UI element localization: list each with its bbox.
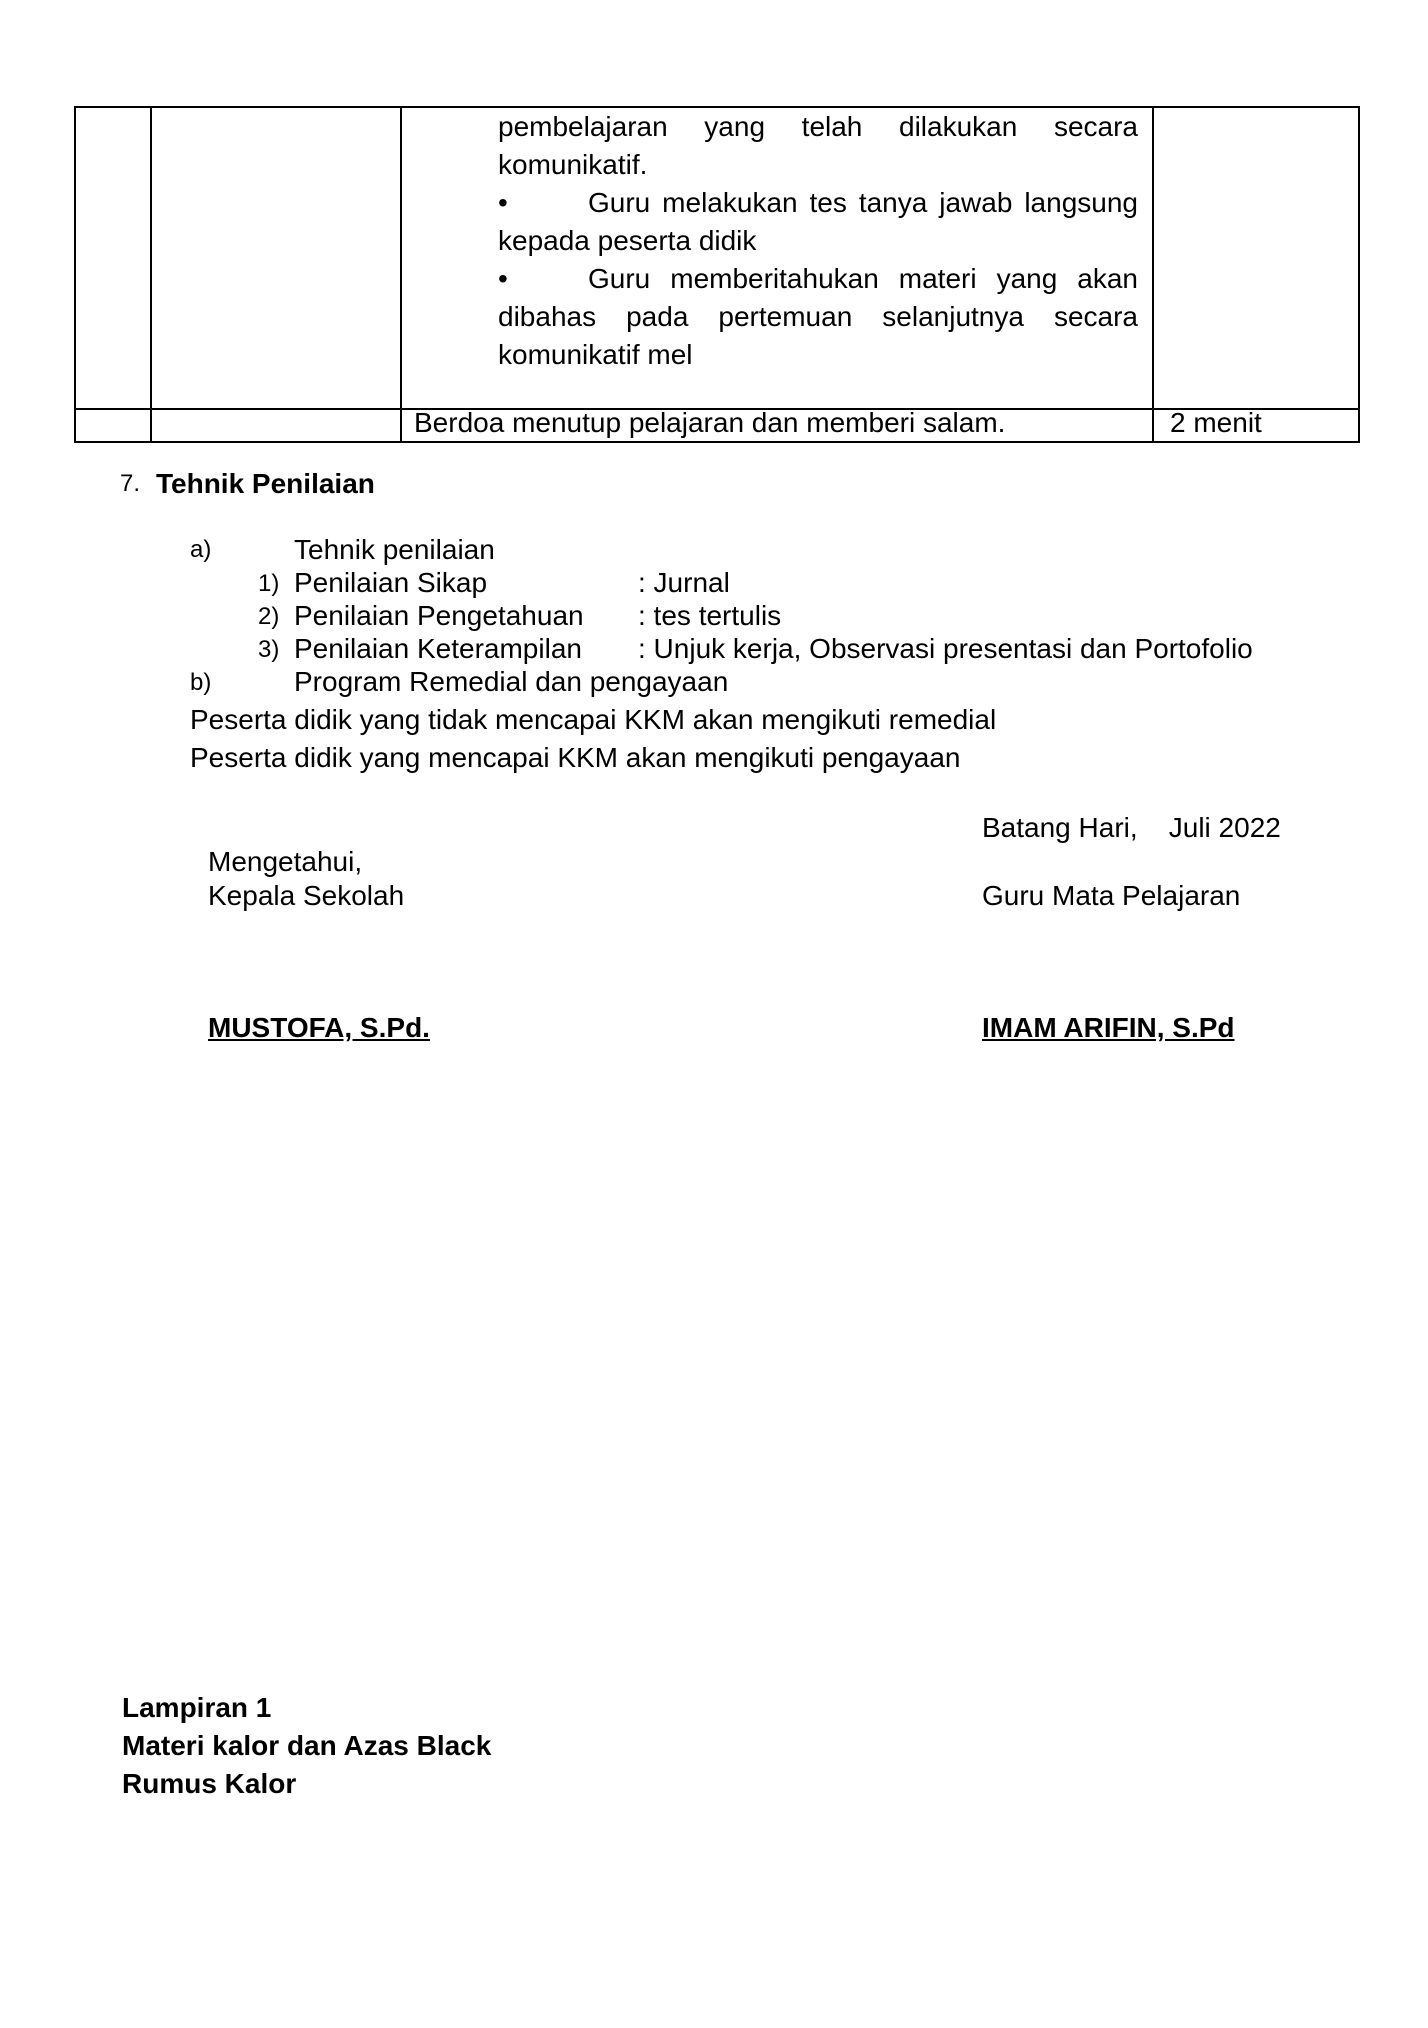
table-cell-stage bbox=[151, 409, 401, 442]
list-item-label: Penilaian Keterampilan bbox=[294, 633, 582, 664]
principal-name: MUSTOFA, S.Pd. bbox=[208, 1012, 430, 1043]
activity-text-line: pembelajaran yang telah dilakukan secara bbox=[498, 111, 1138, 142]
section-title: Tehnik Penilaian bbox=[156, 468, 375, 499]
duration-text: 2 menit bbox=[1170, 407, 1262, 438]
appendix-subtitle: Materi kalor dan Azas Black bbox=[122, 1730, 492, 1761]
teacher-role: Guru Mata Pelajaran bbox=[982, 880, 1241, 911]
list-item-label: Penilaian Sikap bbox=[294, 567, 488, 598]
list-marker: b) bbox=[190, 669, 212, 696]
list-label: Program Remedial dan pengayaan bbox=[294, 666, 729, 697]
paragraph-line: Peserta didik yang tidak mencapai KKM akan mengikuti remedial bbox=[190, 704, 997, 735]
table-row bbox=[75, 107, 1359, 409]
acknowledge-label: Mengetahui, bbox=[208, 846, 363, 877]
activity-text-line: Guru memberitahukan materi yang akan bbox=[588, 263, 1138, 294]
list-item-value: : Unjuk kerja, Observasi presentasi dan Portofolio bbox=[638, 633, 1253, 664]
table-cell-activity bbox=[401, 107, 1153, 409]
bullet-icon: • bbox=[498, 263, 508, 294]
list-item-number: 2) bbox=[258, 603, 280, 630]
appendix-heading: Rumus Kalor bbox=[122, 1768, 297, 1799]
table-row bbox=[75, 409, 1359, 442]
list-item-value: : tes tertulis bbox=[638, 600, 782, 631]
activity-text-line: dibahas pada pertemuan selanjutnya secara bbox=[498, 301, 1138, 332]
list-marker: a) bbox=[190, 536, 212, 563]
list-item-number: 3) bbox=[258, 636, 280, 663]
activity-text-line: kepada peserta didik bbox=[498, 225, 757, 256]
closing-activity-text: Berdoa menutup pelajaran dan memberi salam. bbox=[414, 407, 1006, 438]
teacher-name: IMAM ARIFIN, S.Pd bbox=[982, 1012, 1235, 1043]
table-cell-number bbox=[75, 107, 151, 409]
table-cell-stage bbox=[151, 107, 401, 409]
list-item-value: : Jurnal bbox=[638, 567, 730, 598]
section-number: 7. bbox=[120, 470, 141, 497]
place-date: Batang Hari, Juli 2022 bbox=[982, 812, 1281, 843]
principal-role: Kepala Sekolah bbox=[208, 880, 405, 911]
table-cell-number bbox=[75, 409, 151, 442]
table-cell-activity bbox=[401, 409, 1153, 442]
lesson-activity-table bbox=[74, 106, 1360, 443]
list-item-number: 1) bbox=[258, 570, 280, 597]
table-cell-time bbox=[1153, 409, 1359, 442]
list-item-label: Penilaian Pengetahuan bbox=[294, 600, 584, 631]
table-cell-time bbox=[1153, 107, 1359, 409]
list-label: Tehnik penilaian bbox=[294, 534, 495, 565]
bullet-icon: • bbox=[498, 187, 508, 218]
activity-text-line: komunikatif mel bbox=[498, 339, 693, 370]
paragraph-line: Peserta didik yang mencapai KKM akan mengikuti pengayaan bbox=[190, 742, 961, 773]
activity-text-line: Guru melakukan tes tanya jawab langsung bbox=[588, 187, 1138, 218]
appendix-title: Lampiran 1 bbox=[122, 1692, 272, 1723]
activity-text-line: komunikatif. bbox=[498, 149, 648, 180]
